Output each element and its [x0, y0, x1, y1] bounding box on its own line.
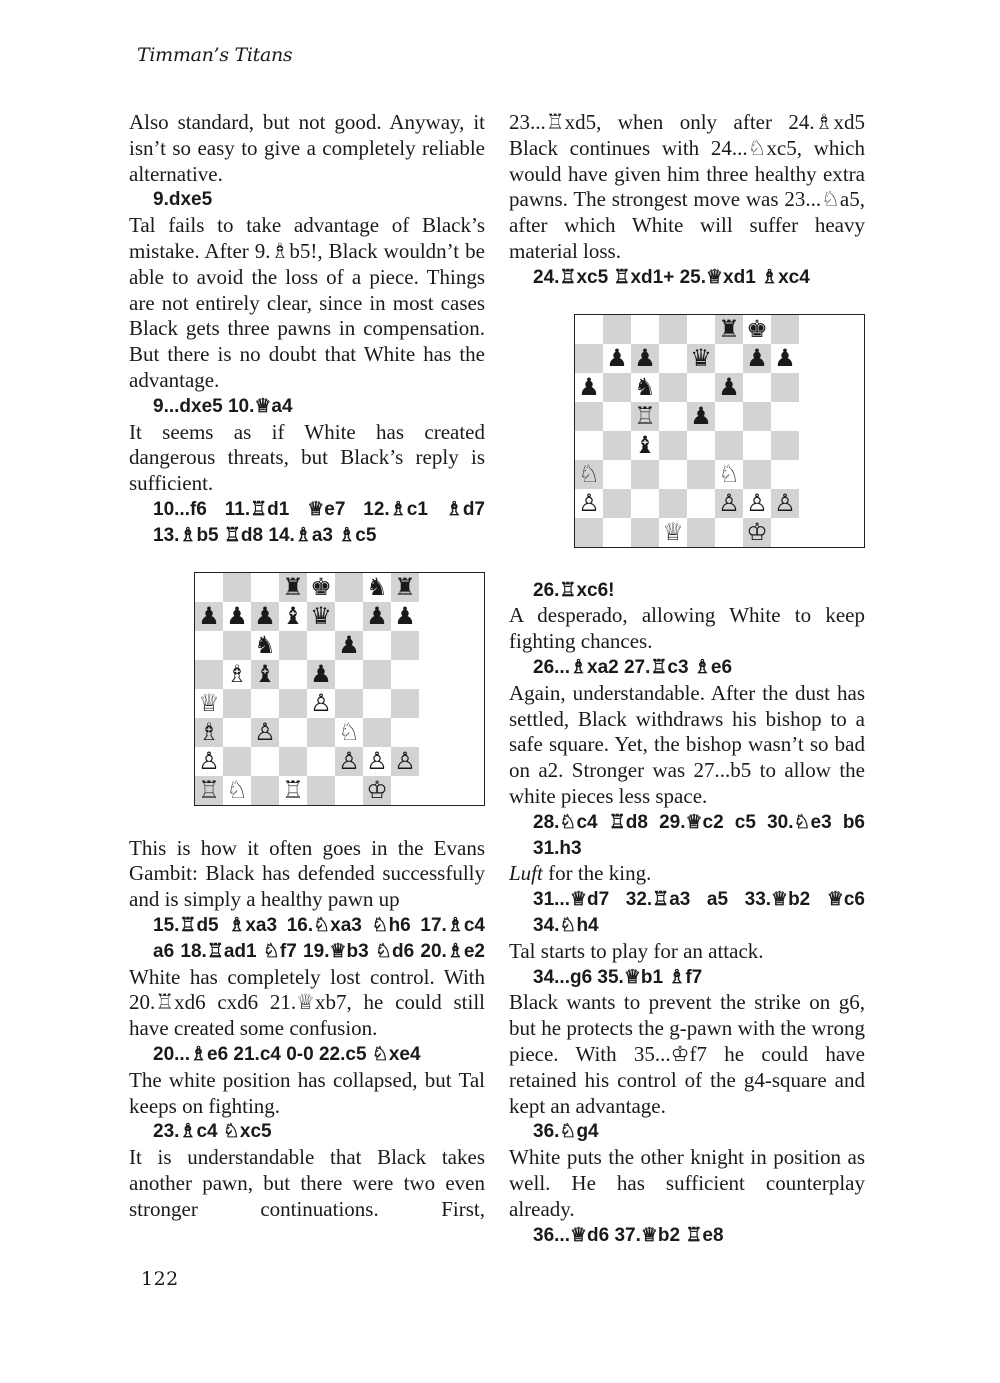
- chess-piece-icon: ♕: [198, 689, 220, 718]
- chess-piece-icon: ♙: [366, 747, 388, 776]
- chess-piece-icon: ♜: [394, 573, 416, 602]
- board-square: [223, 718, 251, 747]
- board-square: [279, 747, 307, 776]
- chess-piece-icon: ♟: [606, 344, 628, 373]
- board-square: [771, 315, 799, 344]
- chess-piece-icon: ♔: [746, 518, 768, 547]
- board-square: [631, 431, 659, 460]
- board-square: [687, 344, 715, 373]
- paragraph: It seems as if White has created dangerous threats, but Black’s reply is sufficient.: [129, 419, 485, 496]
- board-square: [743, 373, 771, 402]
- board-square: [391, 718, 419, 747]
- chess-piece-icon: ♙: [338, 747, 360, 776]
- move-line: 36...♕d6 37.♕b2 ♖e8: [533, 1224, 724, 1246]
- board-square: [603, 489, 631, 518]
- chess-piece-icon: ♞: [366, 573, 388, 602]
- board-square: [631, 373, 659, 402]
- board-square: [771, 431, 799, 460]
- board-square: [251, 776, 279, 805]
- board-square: [195, 747, 223, 776]
- chess-piece-icon: ♙: [310, 689, 332, 718]
- board-square: [771, 373, 799, 402]
- chess-piece-icon: ♙: [394, 747, 416, 776]
- board-square: [575, 518, 603, 547]
- right-column: [509, 110, 865, 1248]
- move-line: 36.♘g4: [533, 1121, 599, 1143]
- board-square: [743, 460, 771, 489]
- board-square: [743, 489, 771, 518]
- chess-piece-icon: ♕: [662, 518, 684, 547]
- board-square: [223, 631, 251, 660]
- board-square: [715, 489, 743, 518]
- board-square: [575, 460, 603, 489]
- chess-piece-icon: ♘: [338, 718, 360, 747]
- board-square: [603, 402, 631, 431]
- board-square: [659, 344, 687, 373]
- board-square: [687, 373, 715, 402]
- running-header: Timman’s Titans: [137, 44, 293, 66]
- board-square: [307, 573, 335, 602]
- board-square: [659, 373, 687, 402]
- move-line: 15.♖d5 ♗xa3 16.♘xa3 ♘h6 17.♗c4 a6 18.♖ad1 ♘f7 19.♕b3 ♘d6 20.♗e2: [153, 914, 485, 962]
- board-square: [575, 315, 603, 344]
- board-square: [391, 776, 419, 805]
- chess-piece-icon: ♙: [774, 489, 796, 518]
- chess-piece-icon: ♚: [310, 573, 332, 602]
- board-square: [363, 747, 391, 776]
- board-square: [363, 718, 391, 747]
- board-square: [195, 631, 223, 660]
- board-square: [391, 660, 419, 689]
- board-square: [251, 660, 279, 689]
- paragraph: A desperado, allowing White to keep fighting chances.: [509, 603, 865, 654]
- board-square: [603, 460, 631, 489]
- board-square: [631, 489, 659, 518]
- move-line: 34...g6 35.♕b1 ♗f7: [533, 966, 703, 988]
- chess-piece-icon: ♗: [198, 718, 220, 747]
- board-square: [771, 489, 799, 518]
- move-line: 26.♖xc6!: [533, 579, 615, 601]
- chess-piece-icon: ♖: [282, 776, 304, 805]
- board-square: [631, 518, 659, 547]
- board-square: [715, 315, 743, 344]
- board-square: [223, 660, 251, 689]
- left-column: [129, 110, 485, 1223]
- board-square: [659, 431, 687, 460]
- chess-piece-icon: ♜: [282, 573, 304, 602]
- board-square: [391, 602, 419, 631]
- board-square: [307, 718, 335, 747]
- board-square: [335, 747, 363, 776]
- paragraph: The white position has collapsed, but Tal keeps on fighting.: [129, 1067, 485, 1118]
- chess-piece-icon: ♟: [718, 373, 740, 402]
- board-square: [631, 344, 659, 373]
- chess-piece-icon: ♟: [394, 602, 416, 631]
- board-square: [251, 689, 279, 718]
- chess-piece-icon: ♖: [198, 776, 220, 805]
- board-square: [743, 402, 771, 431]
- board-square: [391, 747, 419, 776]
- board-square: [279, 660, 307, 689]
- board-square: [195, 573, 223, 602]
- paragraph: Again, understandable. After the dust has settled, Black withdraws his bishop to a safe square. Yet, the bishop wasn’t so bad on a2. Stronger was 27...b5 to allow the white pieces less space.: [509, 680, 865, 808]
- board-square: [223, 776, 251, 805]
- board-square: [771, 460, 799, 489]
- move-line: 24.♖xc5 ♖xd1+ 25.♕xd1 ♗xc4: [533, 266, 810, 288]
- board-square: [307, 776, 335, 805]
- board-square: [743, 431, 771, 460]
- paragraph: This is how it often goes in the Evans Gambit: Black has defended successfully and is simply a healthy pawn up: [129, 835, 485, 912]
- move-line: 28.♘c4 ♖d8 29.♕c2 c5 30.♘e3 b6 31.h3: [533, 811, 865, 859]
- board-square: [223, 573, 251, 602]
- board-square: [659, 460, 687, 489]
- move-line: 9.dxe5: [153, 189, 213, 211]
- board-square: [715, 402, 743, 431]
- board-square: [603, 315, 631, 344]
- board-square: [771, 518, 799, 547]
- board-square: [687, 518, 715, 547]
- board-square: [363, 573, 391, 602]
- chess-piece-icon: ♟: [254, 602, 276, 631]
- board-square: [307, 689, 335, 718]
- board-square: [603, 431, 631, 460]
- chess-piece-icon: ♟: [310, 660, 332, 689]
- board-square: [363, 689, 391, 718]
- board-square: [687, 431, 715, 460]
- move-line: 23.♗c4 ♘xc5: [153, 1121, 272, 1143]
- board-square: [279, 776, 307, 805]
- board-square: [659, 315, 687, 344]
- chess-piece-icon: ♝: [282, 602, 304, 631]
- board-square: [631, 315, 659, 344]
- page-number: 122: [141, 1268, 179, 1290]
- board-square: [307, 747, 335, 776]
- board-square: [391, 689, 419, 718]
- board-square: [251, 573, 279, 602]
- board-square: [391, 573, 419, 602]
- chess-piece-icon: ♖: [634, 402, 656, 431]
- board-square: [223, 602, 251, 631]
- chess-piece-icon: ♞: [254, 631, 276, 660]
- paragraph: Also standard, but not good. Anyway, it isn’t so easy to give a completely reliable alternative.: [129, 110, 485, 186]
- board-square: [771, 402, 799, 431]
- board-square: [279, 573, 307, 602]
- board-square: [771, 344, 799, 373]
- chess-piece-icon: ♙: [718, 489, 740, 518]
- board-square: [687, 402, 715, 431]
- chess-piece-icon: ♟: [746, 344, 768, 373]
- board-square: [307, 631, 335, 660]
- paragraph: Tal starts to play for an attack.: [509, 938, 764, 963]
- chess-piece-icon: ♝: [254, 660, 276, 689]
- board-square: [223, 689, 251, 718]
- board-square: [391, 631, 419, 660]
- move-line: 20...♗e6 21.c4 0-0 22.c5 ♘xe4: [153, 1043, 421, 1065]
- chess-piece-icon: ♘: [578, 460, 600, 489]
- paragraph: It is understandable that Black takes another pawn, but there were two even stronger continuations. First,: [129, 1145, 485, 1221]
- move-line: 10...f6 11.♖d1 ♕e7 12.♗c1 ♗d7 13.♗b5 ♖d8 14.♗a3 ♗c5: [153, 498, 485, 546]
- board-square: [687, 489, 715, 518]
- move-line: 26...♗xa2 27.♖c3 ♗e6: [533, 656, 733, 678]
- board-square: [715, 344, 743, 373]
- board-square: [335, 631, 363, 660]
- board-square: [335, 689, 363, 718]
- board-square: [631, 460, 659, 489]
- paragraph: White puts the other knight in position as well. He has sufficient counterplay already.: [509, 1145, 865, 1221]
- chess-piece-icon: ♟: [634, 344, 656, 373]
- board-square: [575, 373, 603, 402]
- board-square: [279, 602, 307, 631]
- board-square: [603, 344, 631, 373]
- board-square: [659, 518, 687, 547]
- board-square: [603, 373, 631, 402]
- board-square: [195, 602, 223, 631]
- paragraph: [509, 861, 865, 887]
- board-square: [363, 776, 391, 805]
- board-square: [659, 489, 687, 518]
- board-square: [251, 602, 279, 631]
- chess-piece-icon: ♙: [254, 718, 276, 747]
- chess-piece-icon: ♘: [226, 776, 248, 805]
- board-square: [575, 344, 603, 373]
- board-square: [715, 373, 743, 402]
- chess-piece-icon: ♞: [634, 373, 656, 402]
- paragraph: Tal fails to take advantage of Black’s mistake. After 9.♗b5!, Black wouldn’t be able to avoid the loss of a piece. Things are not entirely clear, since in most cases Black gets three pawns in compensation. But there is no doubt that White has the advantage.: [129, 213, 485, 392]
- board-square: [335, 573, 363, 602]
- chess-piece-icon: ♟: [226, 602, 248, 631]
- chess-piece-icon: ♙: [198, 747, 220, 776]
- board-square: [335, 602, 363, 631]
- chess-piece-icon: ♝: [634, 431, 656, 460]
- chess-piece-icon: ♙: [578, 489, 600, 518]
- move-line: 31...♕d7 32.♖a3 a5 33.♕b2 ♕c6 34.♘h4: [533, 889, 865, 936]
- board-square: [715, 518, 743, 547]
- chess-piece-icon: ♟: [774, 344, 796, 373]
- board-square: [195, 660, 223, 689]
- board-square: [575, 431, 603, 460]
- board-square: [575, 402, 603, 431]
- board-square: [279, 689, 307, 718]
- board-square: [363, 660, 391, 689]
- chess-piece-icon: ♛: [690, 344, 712, 373]
- chess-piece-icon: ♟: [690, 402, 712, 431]
- board-square: [659, 402, 687, 431]
- chess-piece-icon: ♟: [578, 373, 600, 402]
- board-square: [603, 518, 631, 547]
- board-square: [335, 718, 363, 747]
- italic-term: Luft: [509, 861, 543, 886]
- chess-piece-icon: ♟: [366, 602, 388, 631]
- board-square: [195, 689, 223, 718]
- paragraph: White has completely lost control. With 20.♖xd6 cxd6 21.♕xb7, he could still have created some confusion.: [129, 964, 485, 1041]
- paragraph: 23...♖xd5, when only after 24.♗xd5 Black continues with 24...♘xc5, which would have given him three healthy extra pawns. The strongest move was 23...♘a5, after which White will suffer heavy material loss.: [509, 110, 865, 263]
- board-square: [743, 344, 771, 373]
- chess-diagram: [194, 572, 485, 806]
- chess-piece-icon: ♗: [226, 660, 248, 689]
- board-square: [279, 718, 307, 747]
- chess-piece-icon: ♜: [718, 315, 740, 344]
- board-square: [335, 776, 363, 805]
- paragraph: Black wants to prevent the strike on g6, but he protects the g-pawn with the wrong piece. With 35...♔f7 he could have retained his control of the g4-square and kept an advantage.: [509, 990, 865, 1118]
- board-square: [631, 402, 659, 431]
- chess-piece-icon: ♙: [746, 489, 768, 518]
- chess-piece-icon: ♔: [366, 776, 388, 805]
- board-square: [195, 718, 223, 747]
- board-square: [743, 315, 771, 344]
- board-square: [251, 631, 279, 660]
- board-square: [743, 518, 771, 547]
- board-square: [575, 489, 603, 518]
- chess-piece-icon: ♚: [746, 315, 768, 344]
- chess-piece-icon: ♟: [338, 631, 360, 660]
- board-square: [363, 631, 391, 660]
- board-square: [715, 431, 743, 460]
- board-square: [687, 460, 715, 489]
- chess-diagram: [574, 314, 865, 548]
- board-square: [279, 631, 307, 660]
- board-square: [195, 776, 223, 805]
- board-square: [363, 602, 391, 631]
- move-line: 9...dxe5 10.♕a4: [153, 395, 293, 417]
- board-square: [307, 660, 335, 689]
- board-square: [251, 747, 279, 776]
- chess-piece-icon: ♟: [198, 602, 220, 631]
- board-square: [687, 315, 715, 344]
- board-square: [307, 602, 335, 631]
- paragraph-text: for the king.: [542, 861, 652, 886]
- board-square: [335, 660, 363, 689]
- chess-piece-icon: ♘: [718, 460, 740, 489]
- board-square: [715, 460, 743, 489]
- chess-piece-icon: ♛: [310, 602, 332, 631]
- board-square: [251, 718, 279, 747]
- board-square: [223, 747, 251, 776]
